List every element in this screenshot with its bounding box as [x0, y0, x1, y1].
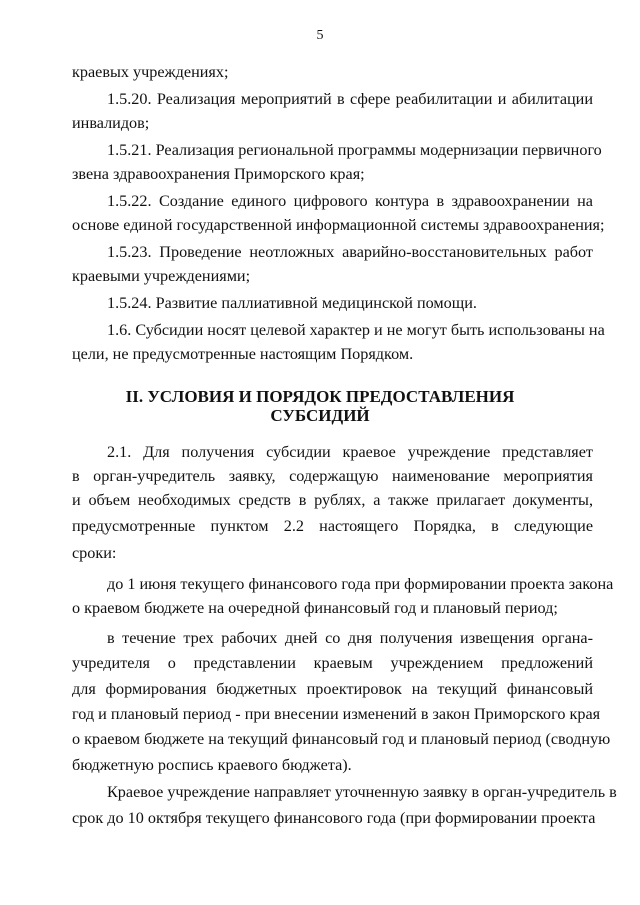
page-number: 5: [316, 28, 324, 43]
text-line: звена здравоохранения Приморского края;: [72, 165, 365, 183]
text-line: 2.1. Для получения субсидии краевое учреждение представляет: [107, 443, 593, 461]
text-line: до 1 июня текущего финансового года при формировании проекта закона: [107, 575, 614, 593]
text-line: предусмотренные пунктом 2.2 настоящего Порядка, в следующие: [72, 517, 593, 535]
text-line: и объем необходимых средств в рублях, а также прилагает документы,: [72, 491, 593, 509]
text-line: бюджетную роспись краевого бюджета).: [72, 756, 352, 774]
text-line: 1.5.20. Реализация мероприятий в сфере реабилитации и абилитации: [107, 90, 593, 108]
text-line: основе единой государственной информационной системы здравоохранения;: [72, 216, 605, 234]
text-line: 1.5.23. Проведение неотложных аварийно-восстановительных работ: [107, 243, 593, 261]
text-line: о краевом бюджете на очередной финансовый год и плановый период;: [72, 599, 558, 617]
text-line: краевых учреждениях;: [72, 63, 229, 81]
text-line: 1.5.22. Создание единого цифрового контура в здравоохранении на: [107, 192, 593, 210]
section-heading: СУБСИДИЙ: [270, 406, 370, 425]
text-line: о краевом бюджете на текущий финансовый год и плановый период (сводную: [72, 730, 611, 748]
text-line: сроки:: [72, 544, 117, 562]
text-line: 1.5.21. Реализация региональной программы модернизации первичного: [107, 141, 602, 159]
text-line: срок до 10 октября текущего финансового года (при формировании проекта: [72, 809, 596, 827]
text-line: инвалидов;: [72, 114, 150, 132]
text-line: в орган-учредитель заявку, содержащую наименование мероприятия: [72, 467, 593, 485]
text-line: 1.6. Субсидии носят целевой характер и не могут быть использованы на: [107, 321, 605, 339]
text-line: учредителя о представлении краевым учреждением предложений: [72, 654, 593, 672]
text-line: цели, не предусмотренные настоящим Порядком.: [72, 345, 414, 363]
text-line: в течение трех рабочих дней со дня получения извещения органа-: [107, 629, 593, 647]
text-line: год и плановый период - при внесении изменений в закон Приморского края: [72, 705, 601, 723]
text-line: для формирования бюджетных проектировок на текущий финансовый: [72, 680, 593, 698]
section-heading: II. УСЛОВИЯ И ПОРЯДОК ПРЕДОСТАВЛЕНИЯ: [125, 387, 515, 406]
text-line: 1.5.24. Развитие паллиативной медицинской помощи.: [107, 294, 477, 312]
text-line: Краевое учреждение направляет уточненную заявку в орган-учредитель в: [107, 783, 617, 801]
text-line: краевыми учреждениями;: [72, 267, 251, 285]
